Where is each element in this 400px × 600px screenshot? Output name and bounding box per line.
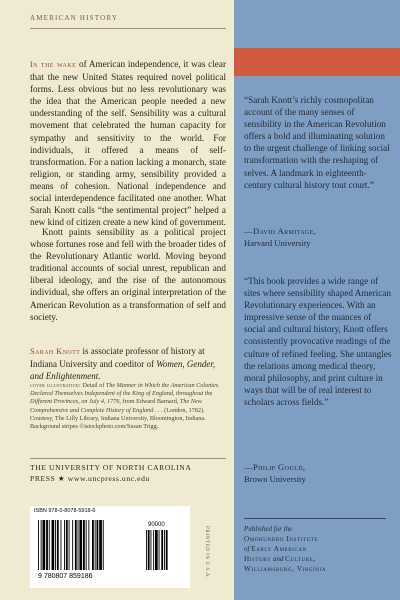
category-label: AMERICAN HISTORY <box>30 14 119 22</box>
publisher-location: Williamsburg, Virginia <box>244 565 326 573</box>
publisher-line-1: Published for the <box>244 525 293 533</box>
press-name: THE UNIVERSITY OF NORTH CAROLINA <box>30 463 192 472</box>
quote-1-text: “Sarah Knott’s richly cosmopolitan account of the many senses of sensibility in the American Revolution offers a bold and illuminating solution to the urgent challenge of linking social transformation with the reshaping of selves. A landmark in eighteenth-century cultural history tout court.” <box>244 95 390 190</box>
barcode-digits: 9 780807 859186 <box>38 573 93 580</box>
publisher-and: and <box>272 555 284 563</box>
cover-mid: from Edward Barnard, <box>122 398 179 406</box>
press-rule <box>30 458 226 459</box>
quote-2-attribution <box>244 462 394 485</box>
description-paragraph-1 <box>30 58 226 228</box>
cover-post: (London, 1782). Courtesy, The Lilly Library, Indiana University, Bloomington, Indiana. Background stripes ©istockphoto.com/Susan Trigg. <box>30 406 206 431</box>
quote-1-affiliation: Harvard University <box>244 237 311 248</box>
press-url: www.uncpress.unc.edu <box>67 474 150 483</box>
lead-in: In the wake <box>30 60 77 69</box>
publisher-line-3 <box>244 544 394 554</box>
cover-title-2: The New Comprehensive and Complete History of England . . . <box>30 398 202 414</box>
quote-2-affiliation: Brown University <box>244 473 306 484</box>
publisher-rule <box>244 518 386 519</box>
bio-book-title: Women, Gender, and Enlightenment. <box>30 359 216 381</box>
author-bio <box>30 345 226 382</box>
quote-2-name: —Philip Gould, <box>244 462 306 472</box>
quote-1-attribution <box>244 226 394 249</box>
accent-band <box>234 48 400 76</box>
publisher-history: History <box>244 555 272 563</box>
quote-2-text: “This book provides a wide range of sites where sensibility shaped American Revolutionary experiences. With an impressive sense of the nuances of social and cultural history, Knott offers consistently provocative readings of the culture of refined feeling. She untangles the relations among medical theory, moral philosophy, and print culture in ways that will be of real interest to scholars across fields.” <box>244 276 392 407</box>
press-label: PRESS <box>30 474 56 483</box>
price-code: 90000 <box>148 522 165 528</box>
star-icon: ★ <box>57 474 66 483</box>
cover-illustration-credit <box>30 382 226 431</box>
cover-label: cover illustration: <box>30 382 81 389</box>
category-rule <box>30 28 226 29</box>
publisher-line-4 <box>244 554 394 564</box>
press-line-2 <box>30 473 191 484</box>
description-paragraph-2: Knott paints sensibility as a political project whose fortunes rose and fell with the broader tides of the Revolutionary Atlantic world. Moving beyond traditional accounts of social unrest, republican and liberal ideology, and the rise of the autonomous individual, she offers an original interpretation of the American Revolution as a transformation of self and society. <box>30 227 226 322</box>
barcode-graphic <box>32 516 188 580</box>
press-info <box>30 462 191 484</box>
publisher-block <box>244 524 394 574</box>
publisher-culture: Culture, <box>285 555 316 563</box>
printed-in: PRINTED IN U.S.A. <box>204 526 209 579</box>
publisher-early-american: Early American <box>251 545 307 553</box>
author-name: Sarah Knott <box>30 347 81 356</box>
publisher-line-2: Omohundro Institute <box>244 535 319 543</box>
cover-title-1: The Manner in Which the American Colonies Declared Themselves Independent of the King of England, throughout the Different Provinces, on July 4, 1776, <box>30 382 219 406</box>
description-text-1: of American independence, it was clear that the new United States required novel political forms. Less obvious but no less revolutionary was the idea that the American people needed a new understanding of the self. Sensibility was a cultural movement that celebrated the human capacity for sympathy and sensitivity to the world. For individuals, it offered a means of self-transformation. For a nation lacking a monarch, state religion, or standing army, sensibility provided a means of cohesion. National independence and social interdependence facilitated one another. What Sarah Knott calls “the sentimental project” helped a new kind of citizen create a new kind of government. <box>30 59 226 228</box>
barcode <box>30 506 190 588</box>
bio-text: is associate professor of history at Indiana University and coeditor of <box>30 346 205 369</box>
cover-pre: Detail of <box>82 382 105 389</box>
publisher-of: of <box>244 545 250 553</box>
isbn-text: ISBN 978-0-8078-5918-6 <box>34 508 96 514</box>
quote-1-name: —David Armitage, <box>244 226 317 236</box>
